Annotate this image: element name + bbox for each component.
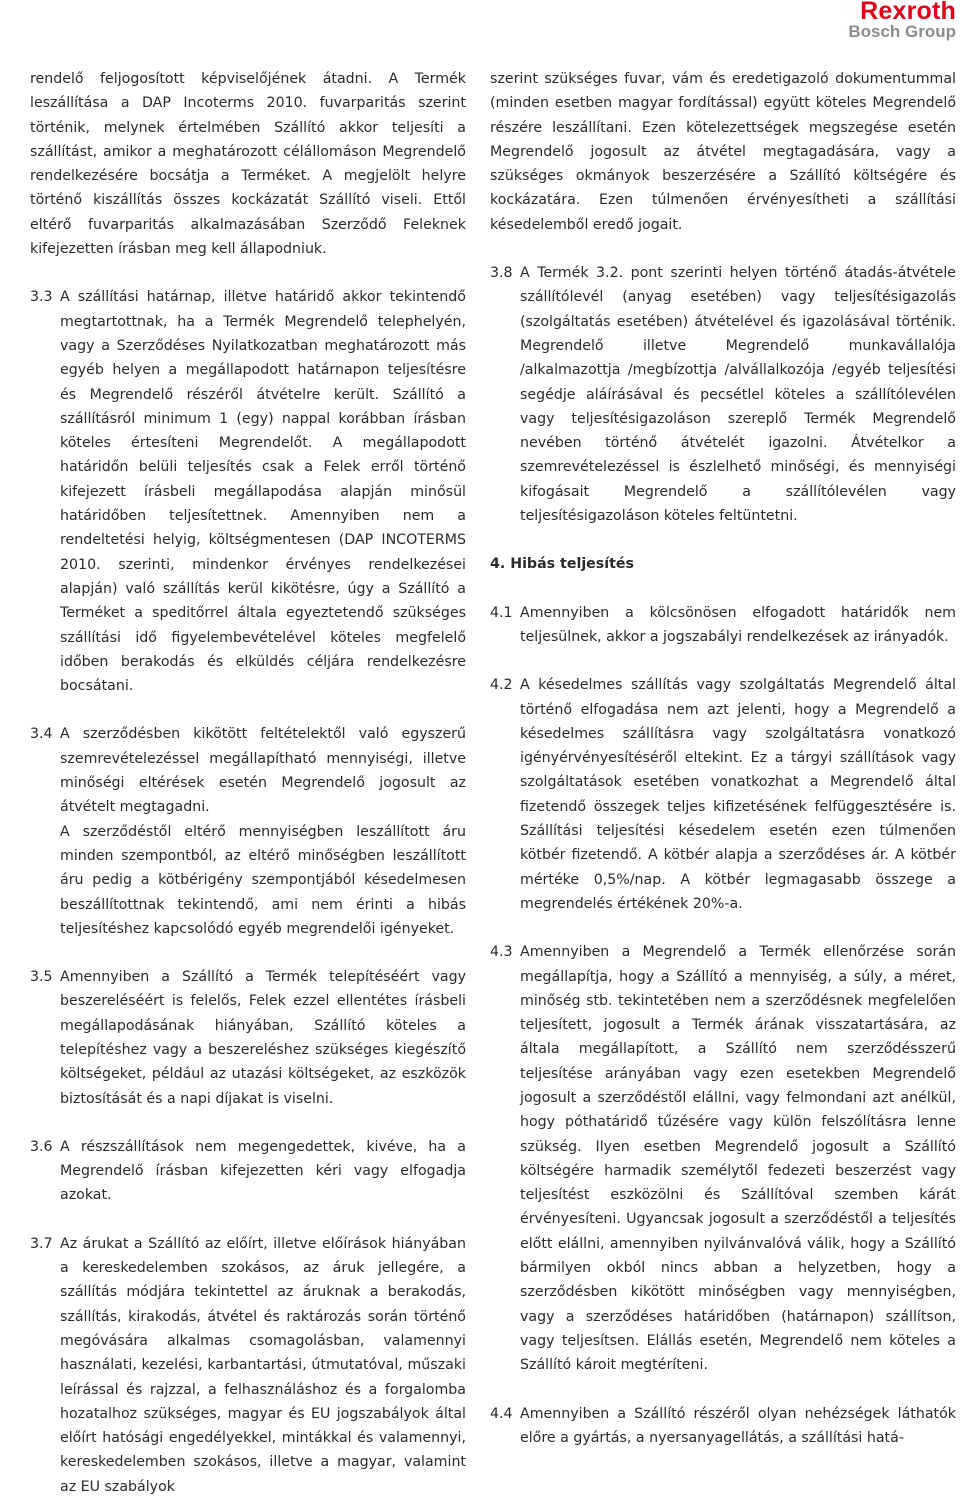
section-text: Amennyiben a Megrendelő a Termék ellenőrzése során megállapítja, hogy a Szállító a mennyiség, a súly, a méret, minőség stb. tekintetében nem a szerződésnek megfelelően teljesített, jogosult a Termék árának visszatartására, az általa megállapított, a Szállító nem szerződésszerű teljesítése arányában vagy ezen esetekben Megrendelő jogosult a szerződéstől elállni, vagy felmondani azt anélkül, hogy póthatáridő tűzésére vagy külön felszólításra lenne szükség. Ilyen esetben Megrendelő jogosult a Szállító költségére harmadik személytől fedezeti beszerzést vagy teljesítést eszközölni és Szállítóval szemben kárát érvényesíteni. Ugyancsak jogosult a szerződéstől a teljesítés előtt elállni, amennyiben nyilvánvalóvá válik, hogy a Szállító bármilyen okból nincs abban a helyzetben, hogy a szerződésben kikötött minőségben vagy mennyiségben, vagy a szerződéses határidőben (határnapon) szállítson, vagy teljesítsen. Elállás esetén, Megrendelő nem köteles a Szállító károit megtéríteni. <box>520 944 956 1374</box>
section-text: Amennyiben a kölcsönösen elfogadott határidők nem teljesülnek, akkor a jogszabályi rendelkezések az irányadók. <box>520 604 956 645</box>
section-text: Amennyiben a Szállító részéről olyan nehézségek láthatók előre a gyártás, a nyersanyagellátás, a szállítási hatá- <box>520 1405 956 1446</box>
section-text: Amennyiben a Szállító a Termék telepítéséért vagy beszereléséért is felelős, Felek ezzel ellentétes írásbeli megállapodásának hiányában, Szállító köteles a telepítéshez vagy a beszereléshez szükséges kiegészítő költségeket, például az utazási költségeket, az eszközök biztosítását és a napi díjakat is viselni. <box>60 969 466 1107</box>
section-text: A részszállítások nem megengedettek, kivéve, ha a Megrendelő írásban kifejezetten kéri vagy elfogadja azokat. <box>60 1138 466 1204</box>
section-number: 3.6 <box>30 1138 53 1155</box>
left-column <box>30 67 466 1499</box>
heading-hibas-teljesites: 4. Hibás teljesítés <box>490 556 634 573</box>
logo-group: Bosch Group <box>848 22 956 41</box>
section-text: A szerződésben kikötött feltételektől való egyszerű szemrevételezéssel megállapítható mennyiségi, illetve minőségi eltérések esetén Megrendelő jogosult az átvételt megtagadni. <box>60 726 466 816</box>
section-4-2 <box>490 673 956 916</box>
section-3-3 <box>30 285 466 698</box>
section-text-extra: A szerződéstől eltérő mennyiségben leszállított áru minden szempontból, az eltérő minőségben leszállított áru pedig a kötbérigény szempontjából késedelmesen beszállítottnak tekintendő, ami nem érinti a hibás teljesítéshez kapcsolódó egyéb megrendelői igényeket. <box>60 823 466 937</box>
section-number: 4.1 <box>490 604 513 621</box>
paragraph-3-7-continued: szerint szükséges fuvar, vám és eredetigazoló dokumentummal (minden esetben magyar fordítással) együtt köteles Megrendelő részére leszállítani. Ezen kötelezettségek megszegése esetén Megrendelő jogosult az átvétel megtagadására, vagy a szükséges okmányok beszerzésére a Szállító költségére és kockázatára. Ezen túlmenően érvényesítheti a szállítási késedelemből eredő jogait. <box>490 71 956 233</box>
section-number: 4.2 <box>490 677 513 694</box>
section-number: 3.8 <box>490 265 513 282</box>
section-number: 4.3 <box>490 944 513 961</box>
section-number: 4.4 <box>490 1405 513 1422</box>
section-3-8 <box>490 261 956 528</box>
section-number: 3.3 <box>30 289 53 306</box>
section-text: A szállítási határnap, illetve határidő akkor tekintendő megtartottnak, ha a Termék Megrendelő telephelyén, vagy a Szerződéses Nyilatkozatban meghatározott más egyéb helyen a megállapodott határnapon teljesítésre és Megrendelő részéről átvételre került. Szállító a szállításról minimum 1 (egy) nappal korábban írásban köteles értesíteni Megrendelőt. A megállapodott határidőn belüli teljesítés csak a Felek erről történő kifejezett írásbeli megállapodása alapján minősül határidőben teljesítettnek. Amennyiben nem a rendeltetési helyig, költségmentesen (DAP INCOTERMS 2010. szerinti, mindenkor érvényes rendelkezései alapján) való szállítás kerül kikötésre, úgy a Szállító a Terméket a speditőrrel általa egyeztetendő szükséges szállítási idő figyelembevételével köteles megfelelő időben berakodás és elküldés céljára rendelkezésre bocsátani. <box>60 289 466 695</box>
section-number: 3.7 <box>30 1235 53 1252</box>
right-column <box>490 67 956 1450</box>
section-text: A késedelmes szállítás vagy szolgáltatás Megrendelő által történő elfogadása nem azt jelenti, hogy a Megrendelő a késedelmes szállításra vagy szolgáltatásra vonatkozó igényérvényesítéséről eltekint. Ez a tárgyi szállítások vagy szolgáltatások esetében vonatkozhat a Megrendelő által fizetendő összegek teljes kifizetésének felfüggesztésére is. Szállítási teljesítési késedelem esetén ezen túlmenően kötbér fizetendő. A kötbér alapja a szerződéses ár. A kötbér mértéke 0,5%/nap. A kötbér legmagasabb összege a megrendelés értékének 20%-a. <box>520 677 956 912</box>
section-number: 3.5 <box>30 969 53 986</box>
section-3-7 <box>30 1232 466 1499</box>
paragraph-3-2-continued: rendelő feljogosított képviselőjének átadni. A Termék leszállítása a DAP Incoterms 2010. fuvarparitás szerint történik, melynek értelmében Szállító akkor teljesíti a szállítást, amikor a meghatározott célállomáson Megrendelő rendelkezésére bocsátja a Terméket. A megjelölt helyre történő kiszállítás összes kockázatát Szállító viseli. Ettől eltérő fuvarparitás alkalmazásában Szerződő Feleknek kifejezetten írásban meg kell állapodniuk. <box>30 71 466 258</box>
section-3-6 <box>30 1135 466 1208</box>
section-text: A Termék 3.2. pont szerinti helyen történő átadás-átvétele szállítólevél (anyag esetében) vagy teljesítésigazolás (szolgáltatás esetében) átvételével és igazolásával történik. Megrendelő illetve Megrendelő munkavállalója /alkalmazottja /megbízottja /alvállalkozója /egyéb teljesítési segédje aláírásával és pecsétlel köteles a szállítólevélen vagy teljesítésigazoláson szereplő Termék Megrendelő nevében történő átvételét igazolni. Átvételkor a szemrevételezéssel is észlelhető minőségi, és mennyiségi kifogásait Megrendelő a szállítólevélen vagy teljesítésigazoláson köteles feltüntetni. <box>520 265 956 525</box>
rexroth-logo <box>848 0 956 41</box>
section-text: Az árukat a Szállító az előírt, illetve előírások hiányában a kereskedelemben szokásos, az áruk jellegére, a szállítás módjára tekintettel az áruknak a berakodás, szállítás, kirakodás, átvétel és raktározás során történő megóvására alkalmas csomagolásban, valamennyi használati, kezelési, karbantartási, útmutatóval, műszaki leírással és rajzzal, a felhasználáshoz és a forgalomba hozatalhoz szükséges, magyar és EU jogszabályok által előírt hatósági engedélyekkel, mintákkal és valamennyi, kereskedelemben szokásos, illetve a magyar, valamint az EU szabályok <box>60 1235 466 1495</box>
logo-brand: Rexroth <box>860 0 956 25</box>
section-number: 3.4 <box>30 726 53 743</box>
section-4-3 <box>490 940 956 1377</box>
section-4-1 <box>490 601 956 650</box>
section-3-5 <box>30 965 466 1111</box>
section-4-4 <box>490 1402 956 1451</box>
section-3-4 <box>30 722 466 941</box>
